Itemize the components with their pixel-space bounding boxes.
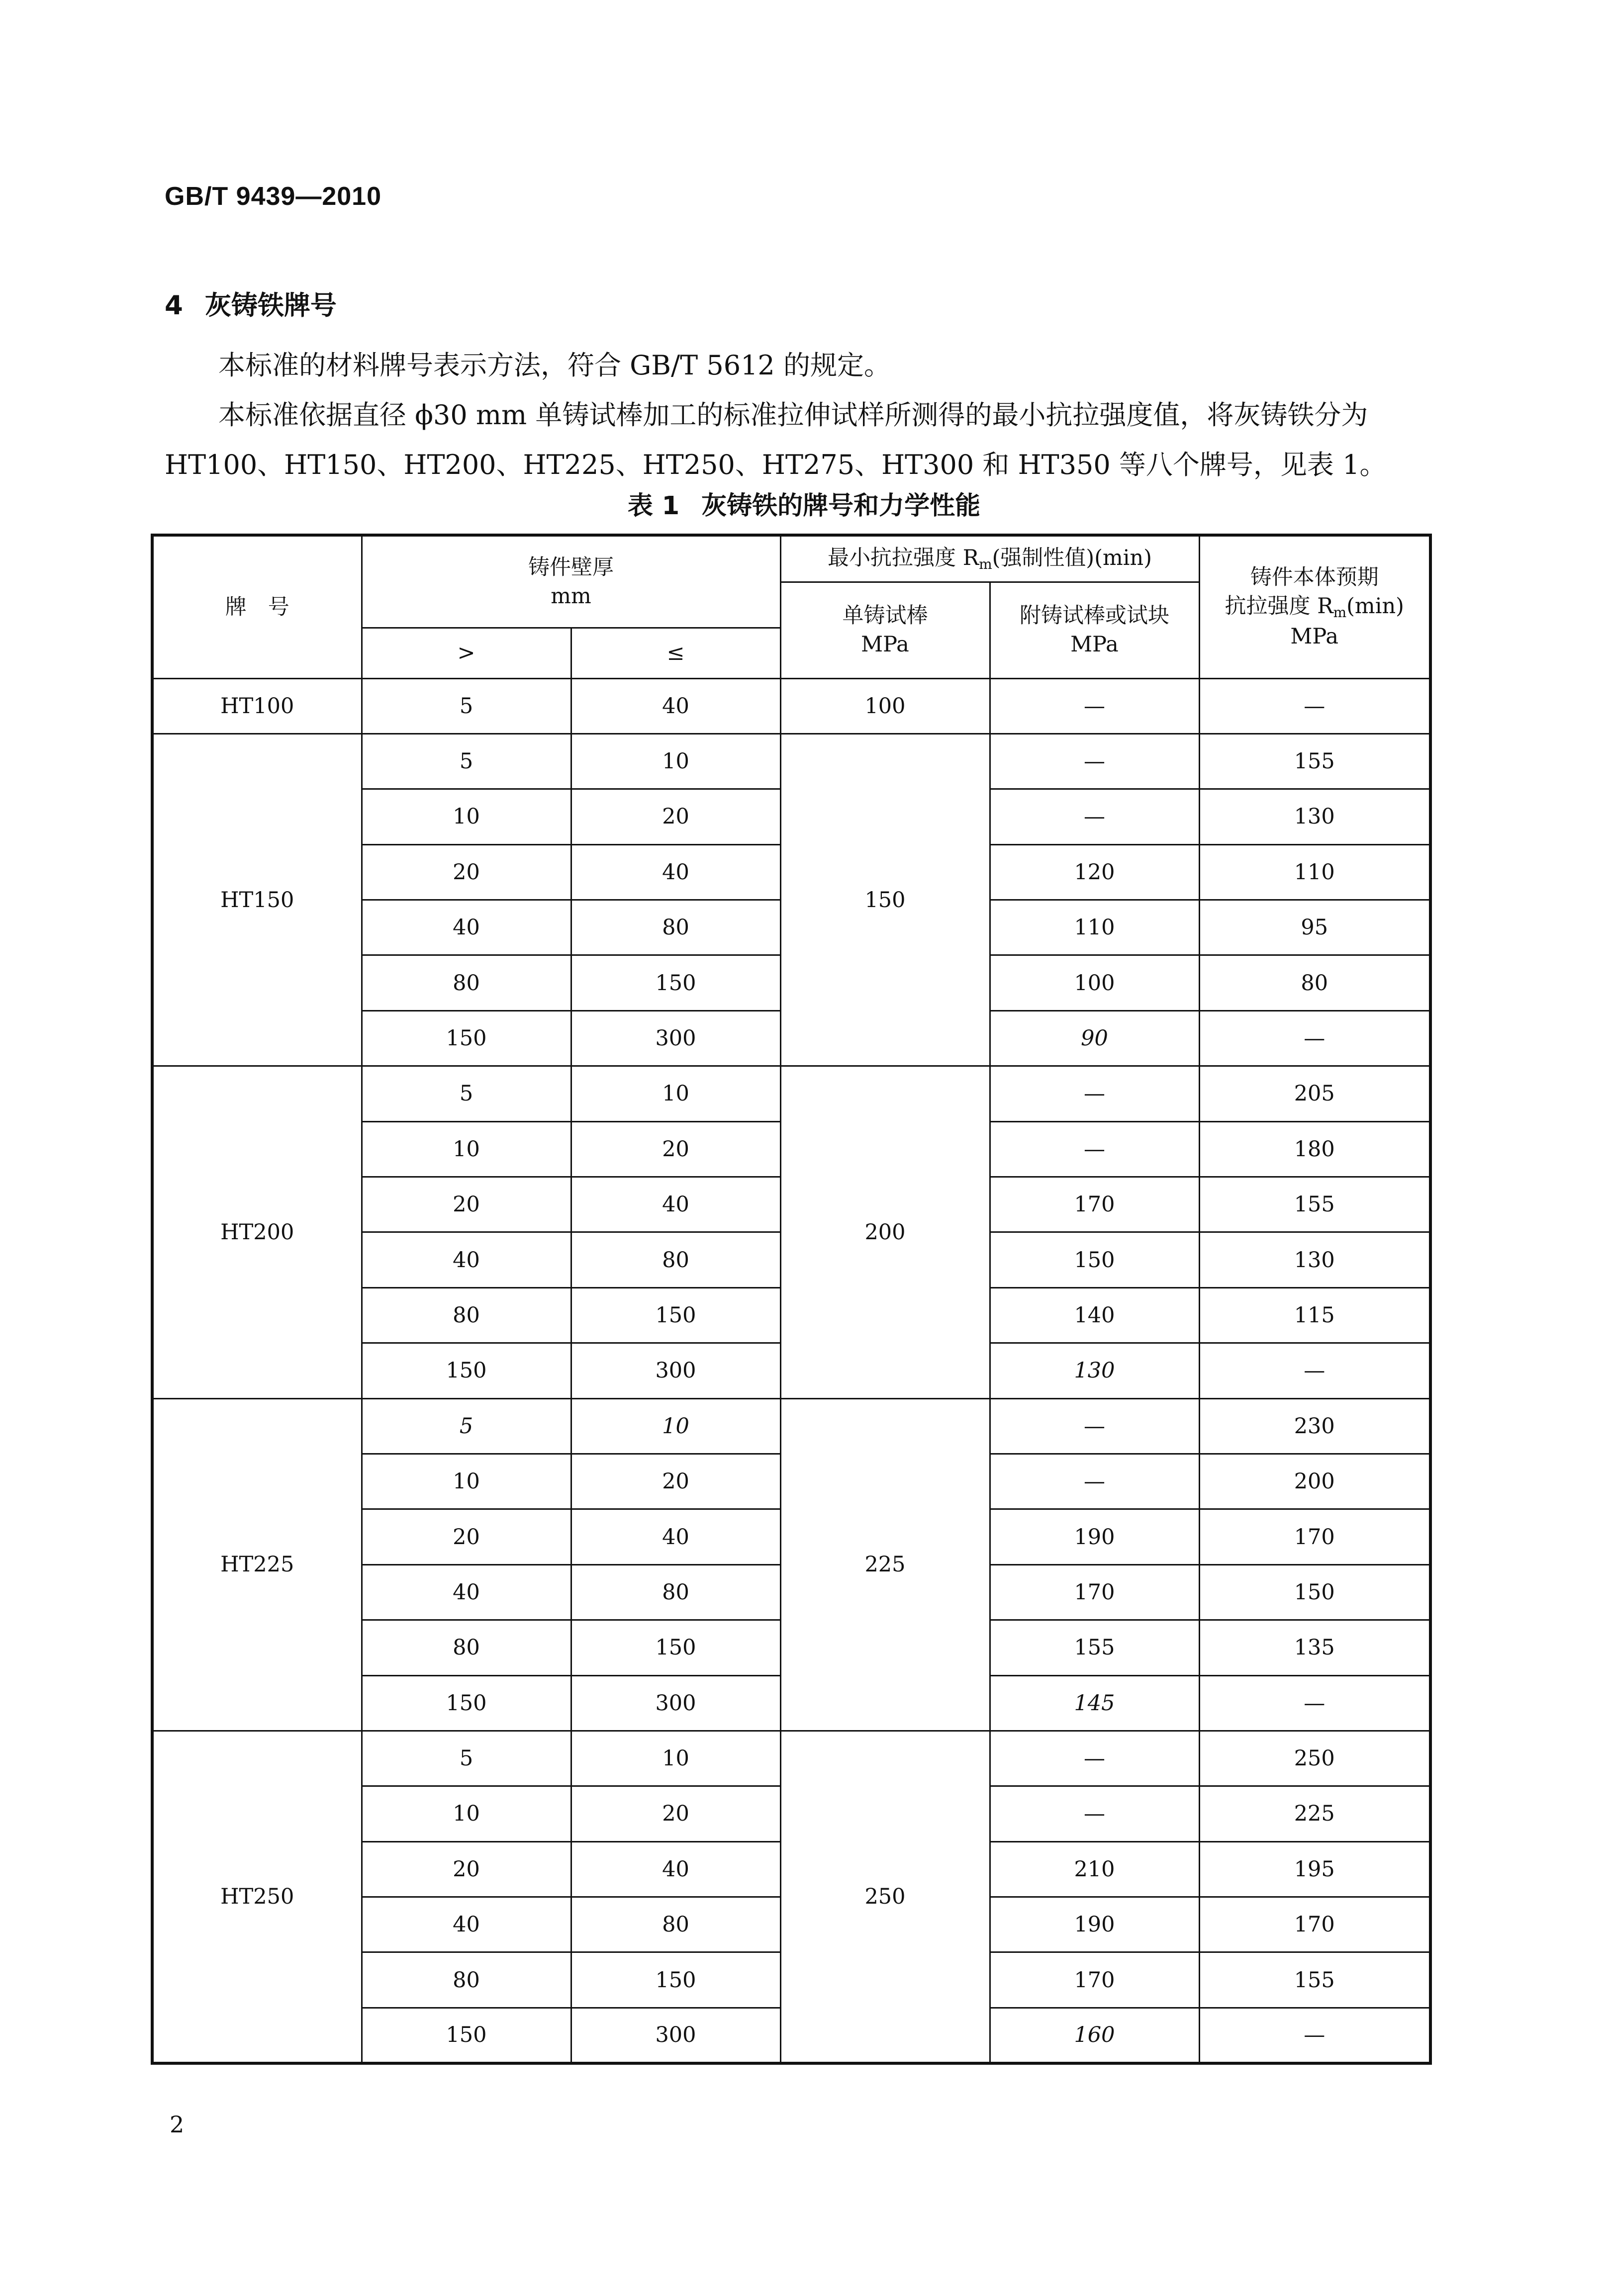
header-le: ≤ (571, 628, 780, 678)
expected-strength-cell: — (1199, 1010, 1430, 1066)
expected-strength-cell: 170 (1199, 1509, 1430, 1564)
section-heading (165, 284, 337, 322)
thickness-le-cell: 40 (571, 844, 780, 900)
attached-bar-cell: 160 (990, 2008, 1199, 2063)
attached-bar-cell: 190 (990, 1509, 1199, 1564)
thickness-le-cell: 300 (571, 1675, 780, 1731)
expected-strength-cell: 95 (1199, 900, 1430, 955)
expected-strength-cell: 225 (1199, 1786, 1430, 1841)
attached-bar-cell: — (990, 734, 1199, 789)
thickness-gt-cell: 10 (362, 1121, 571, 1177)
thickness-le-cell: 150 (571, 955, 780, 1010)
thickness-le-cell: 300 (571, 2008, 780, 2063)
page-number: 2 (170, 2111, 185, 2138)
thickness-le-cell: 150 (571, 1620, 780, 1675)
attached-bar-cell: 155 (990, 1620, 1199, 1675)
header-expected-prefix: 抗拉强度 R (1225, 594, 1333, 619)
expected-strength-cell: — (1199, 678, 1430, 734)
attached-bar-cell: — (990, 1121, 1199, 1177)
attached-bar-cell: 170 (990, 1564, 1199, 1620)
thickness-gt-cell: 10 (362, 1454, 571, 1509)
expected-strength-cell: 110 (1199, 844, 1430, 900)
expected-strength-cell: — (1199, 2008, 1430, 2063)
thickness-le-cell: 20 (571, 789, 780, 844)
thickness-gt-cell: 5 (362, 1398, 571, 1454)
header-single-bar (780, 582, 990, 678)
thickness-le-cell: 40 (571, 1177, 780, 1232)
expected-strength-cell: 230 (1199, 1398, 1430, 1454)
expected-strength-cell: 155 (1199, 1952, 1430, 2008)
thickness-gt-cell: 20 (362, 844, 571, 900)
thickness-gt-cell: 40 (362, 900, 571, 955)
header-wall-thickness (362, 535, 780, 628)
thickness-gt-cell: 40 (362, 1232, 571, 1287)
expected-strength-cell: 115 (1199, 1287, 1430, 1343)
single-bar-cell: 150 (780, 734, 990, 1066)
expected-strength-cell: 155 (1199, 734, 1430, 789)
header-min-tensile-suffix: (强制性值)(min) (992, 546, 1152, 571)
attached-bar-cell: 150 (990, 1232, 1199, 1287)
thickness-gt-cell: 150 (362, 1343, 571, 1398)
attached-bar-cell: — (990, 1398, 1199, 1454)
thickness-le-cell: 150 (571, 1287, 780, 1343)
table-body (152, 678, 1430, 2063)
header-attached-bar (990, 582, 1199, 678)
thickness-gt-cell: 80 (362, 955, 571, 1010)
thickness-le-cell: 20 (571, 1454, 780, 1509)
grade-cell: HT250 (152, 1731, 362, 2063)
header-expected-suffix: (min) (1346, 594, 1404, 619)
table-caption (0, 485, 1608, 522)
thickness-le-cell: 80 (571, 1232, 780, 1287)
grade-cell: HT200 (152, 1066, 362, 1398)
thickness-le-cell: 80 (571, 1897, 780, 1952)
header-grade: 牌 号 (152, 535, 362, 678)
thickness-gt-cell: 10 (362, 789, 571, 844)
expected-strength-cell: 150 (1199, 1564, 1430, 1620)
header-wall-thickness-unit: mm (551, 583, 591, 609)
paragraph-naming-rule: 本标准的材料牌号表示方法，符合 GB/T 5612 的规定。 (218, 350, 891, 381)
thickness-gt-cell: 5 (362, 1731, 571, 1786)
thickness-le-cell: 10 (571, 1731, 780, 1786)
header-expected-strength (1199, 535, 1430, 678)
thickness-le-cell: 40 (571, 1509, 780, 1564)
thickness-le-cell: 300 (571, 1343, 780, 1398)
expected-strength-cell: 130 (1199, 1232, 1430, 1287)
standard-code: GB/T 9439—2010 (165, 182, 382, 211)
attached-bar-cell: — (990, 1731, 1199, 1786)
thickness-gt-cell: 5 (362, 734, 571, 789)
expected-strength-cell: 180 (1199, 1121, 1430, 1177)
thickness-le-cell: 20 (571, 1786, 780, 1841)
single-bar-cell: 200 (780, 1066, 990, 1398)
thickness-gt-cell: 80 (362, 1287, 571, 1343)
attached-bar-cell: 110 (990, 900, 1199, 955)
single-bar-cell: 100 (780, 678, 990, 734)
attached-bar-cell: — (990, 789, 1199, 844)
thickness-le-cell: 10 (571, 1066, 780, 1121)
thickness-gt-cell: 80 (362, 1620, 571, 1675)
attached-bar-cell: — (990, 678, 1199, 734)
attached-bar-cell: 170 (990, 1177, 1199, 1232)
header-single-bar-label: 单铸试棒 (842, 603, 928, 628)
paragraph-grade-classification: 本标准依据直径 ϕ30 mm 单铸试棒加工的标准拉伸试样所测得的最小抗拉强度值，将灰铸铁分为 HT100、HT150、HT200、HT225、HT250、HT275、HT300 和 HT350 等八个牌号，见表 1。 (165, 399, 1387, 480)
header-gt: > (362, 628, 571, 678)
thickness-gt-cell: 80 (362, 1952, 571, 2008)
attached-bar-cell: 130 (990, 1343, 1199, 1398)
header-expected-sub: m (1333, 604, 1347, 621)
expected-strength-cell: 200 (1199, 1454, 1430, 1509)
expected-strength-cell: 250 (1199, 1731, 1430, 1786)
thickness-le-cell: 40 (571, 1841, 780, 1897)
grade-cell: HT225 (152, 1398, 362, 1731)
header-min-tensile-sub: m (979, 556, 992, 573)
header-min-tensile-prefix: 最小抗拉强度 R (828, 546, 979, 571)
header-attached-bar-label: 附铸试棒或试块 (1020, 603, 1169, 628)
thickness-gt-cell: 20 (362, 1509, 571, 1564)
thickness-gt-cell: 150 (362, 1010, 571, 1066)
attached-bar-cell: 120 (990, 844, 1199, 900)
section-number: 4 (165, 290, 183, 321)
expected-strength-cell: 80 (1199, 955, 1430, 1010)
grade-properties-table (151, 534, 1432, 2065)
attached-bar-cell: 190 (990, 1897, 1199, 1952)
attached-bar-cell: 100 (990, 955, 1199, 1010)
header-wall-thickness-label: 铸件壁厚 (528, 554, 614, 580)
thickness-gt-cell: 150 (362, 2008, 571, 2063)
thickness-gt-cell: 40 (362, 1897, 571, 1952)
header-attached-bar-unit: MPa (1070, 632, 1119, 657)
attached-bar-cell: 170 (990, 1952, 1199, 2008)
table-caption-number: 表 1 (627, 491, 680, 521)
single-bar-cell: 225 (780, 1398, 990, 1731)
table-row (152, 1731, 1430, 1786)
thickness-gt-cell: 10 (362, 1786, 571, 1841)
section-title: 灰铸铁牌号 (204, 290, 337, 321)
expected-strength-cell: — (1199, 1343, 1430, 1398)
grade-cell: HT150 (152, 734, 362, 1066)
expected-strength-cell: 195 (1199, 1841, 1430, 1897)
header-expected-line2 (1200, 592, 1429, 622)
header-expected-line1: 铸件本体预期 (1250, 565, 1379, 590)
table-row (152, 1066, 1430, 1121)
table-caption-title: 灰铸铁的牌号和力学性能 (701, 491, 981, 521)
thickness-gt-cell: 5 (362, 678, 571, 734)
expected-strength-cell: 155 (1199, 1177, 1430, 1232)
table-row (152, 734, 1430, 789)
thickness-le-cell: 20 (571, 1121, 780, 1177)
expected-strength-cell: 130 (1199, 789, 1430, 844)
thickness-gt-cell: 20 (362, 1177, 571, 1232)
attached-bar-cell: — (990, 1786, 1199, 1841)
expected-strength-cell: 170 (1199, 1897, 1430, 1952)
expected-strength-cell: — (1199, 1675, 1430, 1731)
thickness-le-cell: 80 (571, 900, 780, 955)
attached-bar-cell: — (990, 1066, 1199, 1121)
thickness-le-cell: 10 (571, 1398, 780, 1454)
thickness-gt-cell: 150 (362, 1675, 571, 1731)
attached-bar-cell: — (990, 1454, 1199, 1509)
table-row (152, 1398, 1430, 1454)
header-expected-unit: MPa (1290, 624, 1339, 649)
expected-strength-cell: 205 (1199, 1066, 1430, 1121)
thickness-le-cell: 10 (571, 734, 780, 789)
grade-cell: HT100 (152, 678, 362, 734)
thickness-le-cell: 40 (571, 678, 780, 734)
thickness-gt-cell: 40 (362, 1564, 571, 1620)
thickness-gt-cell: 20 (362, 1841, 571, 1897)
thickness-gt-cell: 5 (362, 1066, 571, 1121)
single-bar-cell: 250 (780, 1731, 990, 2063)
attached-bar-cell: 90 (990, 1010, 1199, 1066)
thickness-le-cell: 300 (571, 1010, 780, 1066)
thickness-le-cell: 80 (571, 1564, 780, 1620)
attached-bar-cell: 140 (990, 1287, 1199, 1343)
attached-bar-cell: 210 (990, 1841, 1199, 1897)
table-row (152, 678, 1430, 734)
header-single-bar-unit: MPa (861, 632, 909, 657)
attached-bar-cell: 145 (990, 1675, 1199, 1731)
header-min-tensile-strength (780, 535, 1199, 582)
thickness-le-cell: 150 (571, 1952, 780, 2008)
expected-strength-cell: 135 (1199, 1620, 1430, 1675)
